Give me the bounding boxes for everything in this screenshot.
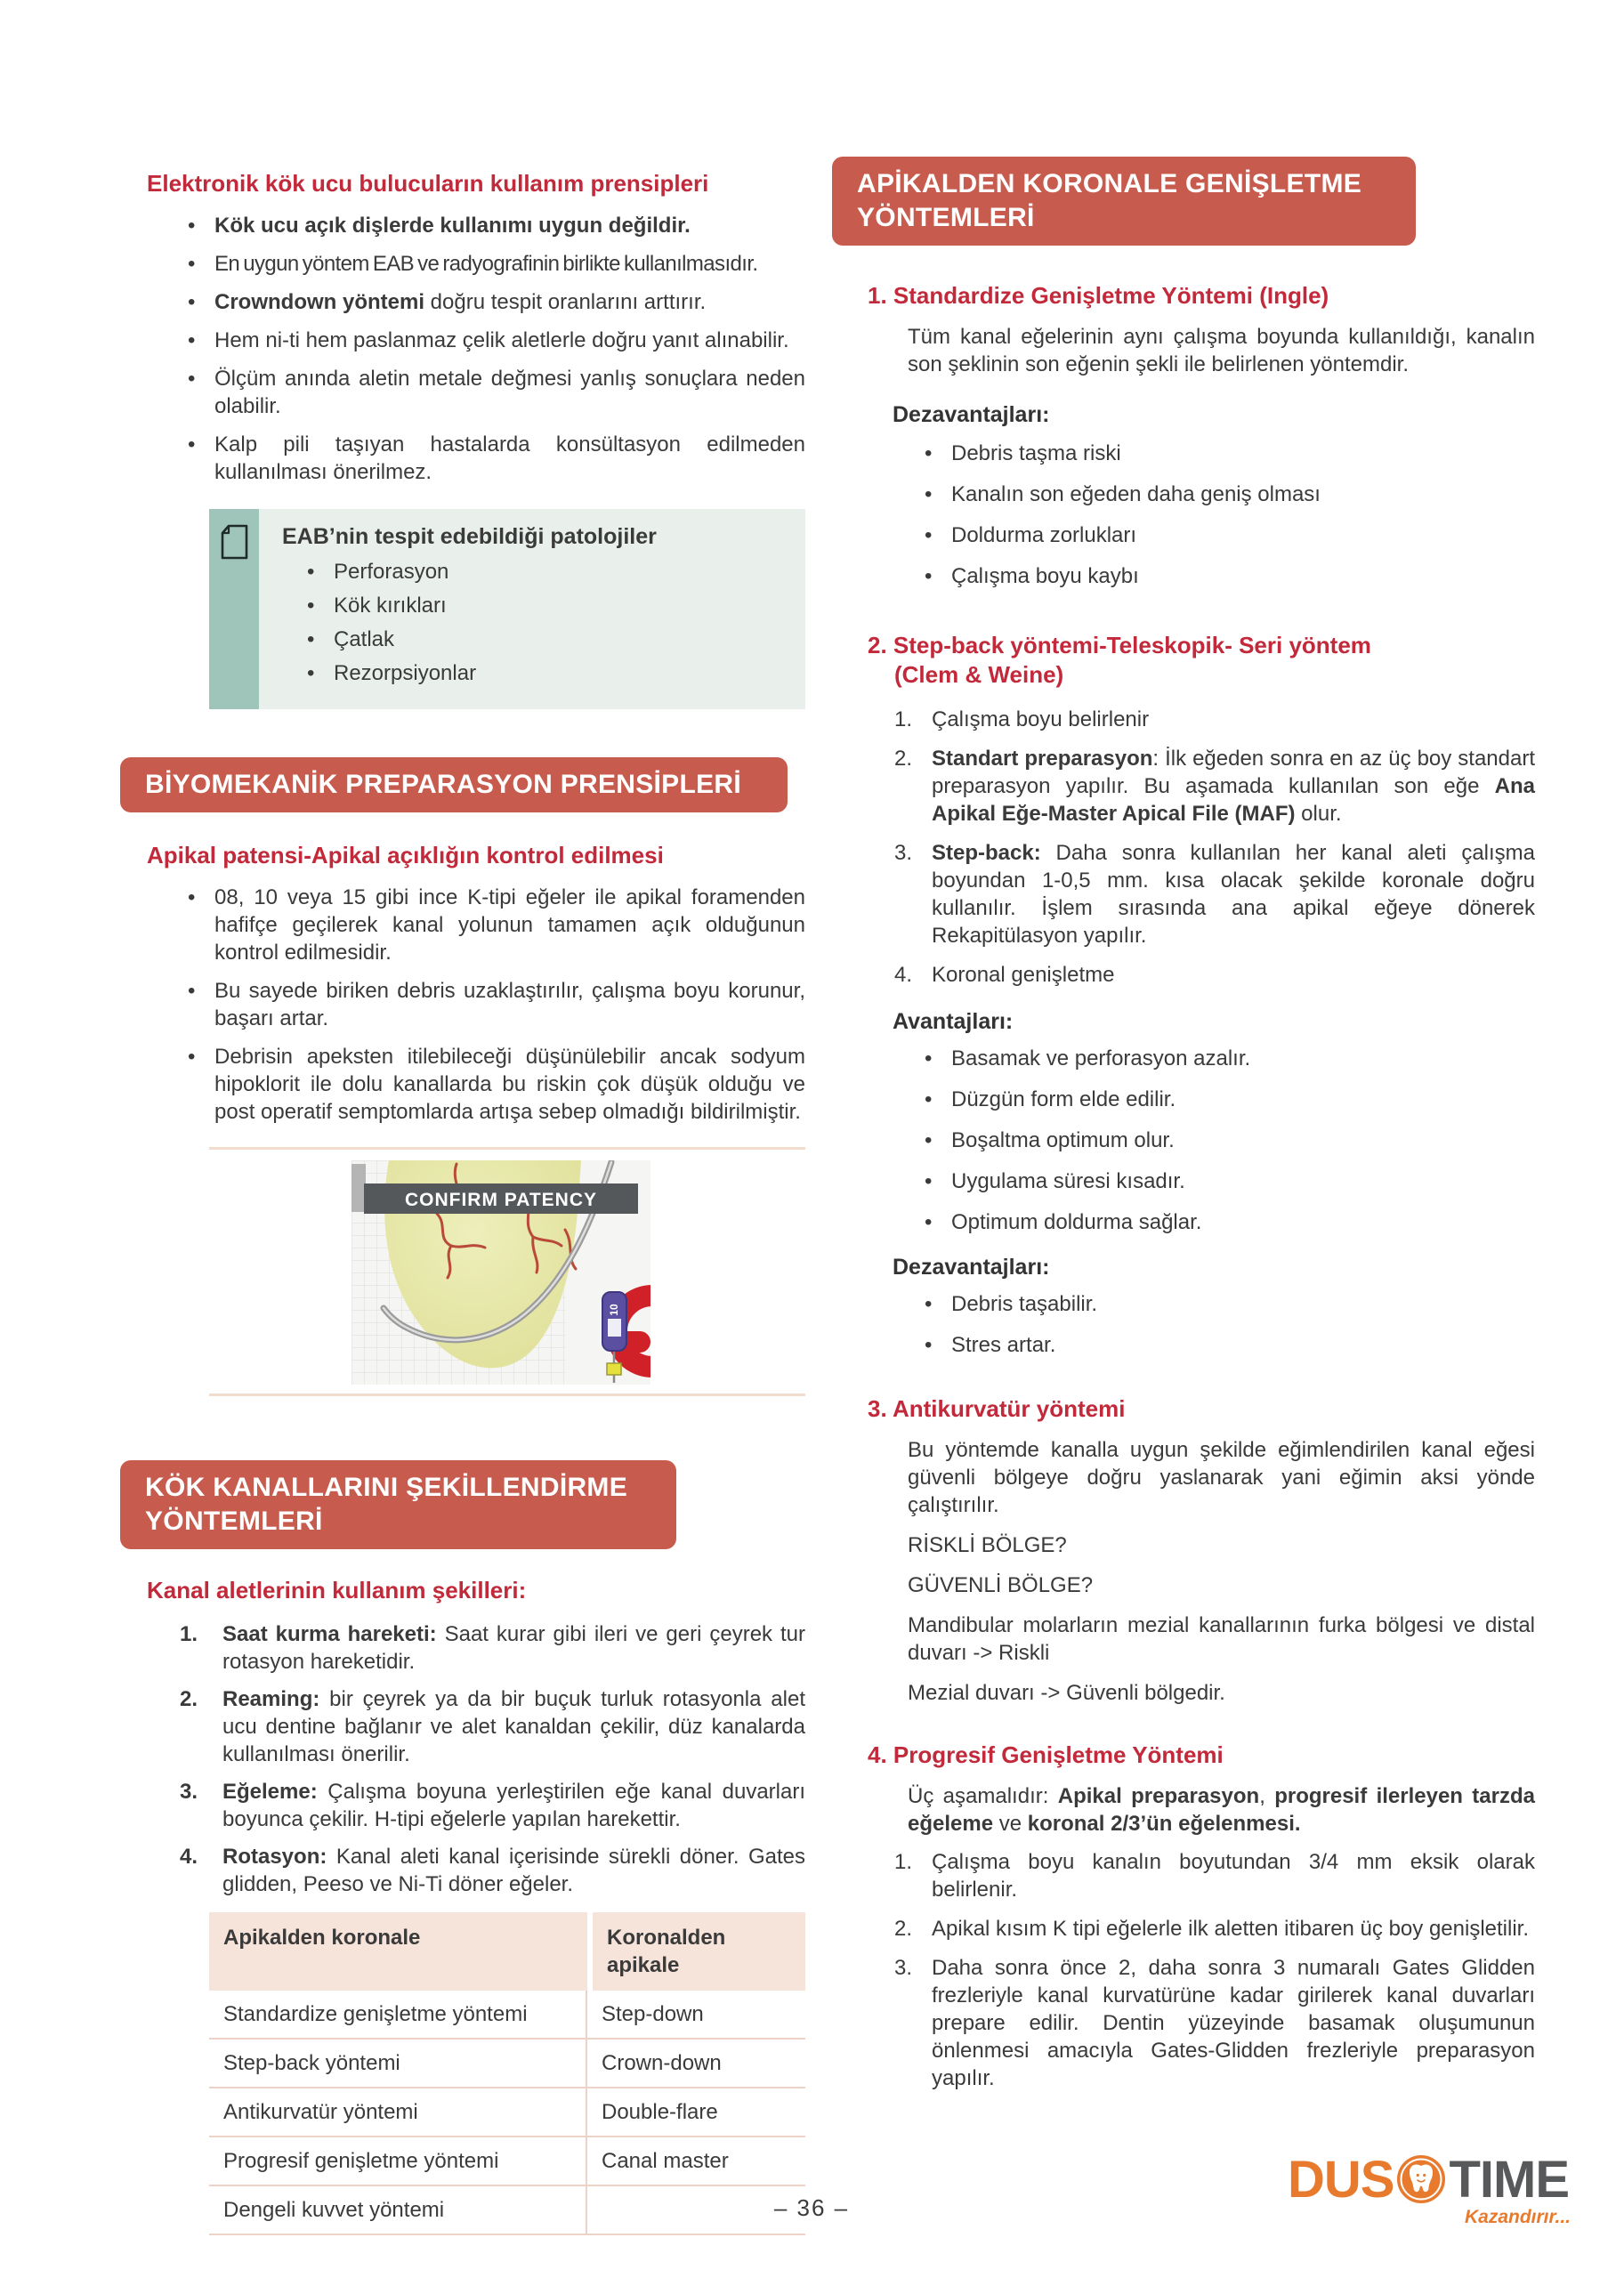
- disadvantage-item: • Çalışma boyu kaybı: [919, 562, 1535, 590]
- principle-item: • Kalp pili taşıyan hastalarda konsültasyon edilmeden kullanılması önerilmez.: [182, 431, 805, 486]
- pathology-item: • Perforasyon: [307, 558, 786, 586]
- principles-list: [93, 212, 805, 486]
- table-row: [209, 2088, 805, 2137]
- stepback-title-line2: (Clem & Weine): [894, 661, 1064, 688]
- text-segment: Kök ucu açık dişlerde kullanımı uygun değildir.: [214, 214, 691, 238]
- table-cell: Canal master: [602, 2149, 729, 2173]
- logo-text-time: TIME: [1449, 2150, 1570, 2209]
- table-row: [209, 2137, 805, 2186]
- patency-item: • Debrisin apeksten itilebileceği düşünülebilir ancak sodyum hipoklorit ile dolu kanallarda bu riskin çok düşük olduğu ve post operatif semptomlarda artışa sebep olmadığı bildirilmiştir.: [182, 1043, 805, 1126]
- motion-item: [178, 1620, 805, 1676]
- subheading-apical-patency: Apikal patensi-Apikal açıklığın kontrol edilmesi: [147, 842, 664, 868]
- disadvantages-label: Dezavantajları:: [893, 1255, 1050, 1280]
- patency-list: [93, 884, 805, 1126]
- table-cell: Step-down: [602, 2002, 704, 2026]
- disadvantages-label: Dezavantajları:: [893, 402, 1050, 427]
- table-row: [209, 2186, 805, 2235]
- eab-note-box: [209, 509, 805, 709]
- risky-zone-line: RİSKLİ BÖLGE?: [908, 1533, 1067, 1557]
- motion-item: [178, 1778, 805, 1833]
- advantage-item: • Boşaltma optimum olur.: [919, 1127, 1535, 1154]
- section-title-progressive: 4. Progresif Genişletme Yöntemi: [868, 1741, 1224, 1768]
- disadvantage-item: • Debris taşabilir.: [919, 1290, 1535, 1318]
- advantage-item: • Optimum doldurma sağlar.: [919, 1208, 1535, 1236]
- text-segment: Rotasyon:: [222, 1845, 327, 1869]
- text-segment: ve: [993, 1812, 1028, 1836]
- pathology-item: • Çatlak: [307, 626, 786, 653]
- note-box-title: EAB’nin tespit edebildiği patolojiler: [282, 524, 657, 549]
- progressive-steps-list: [832, 1848, 1535, 2092]
- disadvantage-item: • Kanalın son eğeden daha geniş olması: [919, 481, 1535, 508]
- risky-zone-detail: Mandibular molarların mezial kanallarının furka bölgesi ve distal duvarı -> Riskli: [908, 1613, 1535, 1665]
- text-segment: : İlk eğeden sonra en az üç boy standart preparasyon yapılır. Bu aşamada kullanılan son eğe: [932, 747, 1535, 798]
- motion-item: [178, 1843, 805, 1898]
- table-row: [209, 2040, 805, 2088]
- stepback-steps-list: [832, 706, 1535, 989]
- table-cell: Standardize genişletme yöntemi: [209, 1991, 587, 2038]
- text-segment: doğru tespit oranlarını arttırır.: [424, 290, 707, 314]
- pathology-item: • Kök kırıkları: [307, 592, 786, 619]
- safe-zone-detail: Mezial duvarı -> Güvenli bölgedir.: [908, 1681, 1225, 1705]
- patency-item: • Bu sayede biriken debris uzaklaştırılır, çalışma boyu korunur, başarı artar.: [182, 977, 805, 1032]
- text-segment: Saat kurma hareketi:: [222, 1622, 437, 1646]
- table-cell: Crown-down: [602, 2051, 722, 2075]
- anticurvature-paragraph: Bu yöntemde kanalla uygun şekilde eğimlendirilen kanal eğesi güvenli bölgeye doğru yaslanarak yani eğimin aksi yönde çalıştırılır.: [908, 1438, 1535, 1517]
- motion-item: [178, 1685, 805, 1768]
- section-heading-apex-locators: Elektronik kök ucu bulucuların kullanım prensipleri: [147, 170, 709, 197]
- text-segment: olur.: [1295, 802, 1342, 826]
- text-segment: Çalışma boyuna yerleştirilen eğe kanal duvarları boyunca çekilir. H-tipi eğelerle yapılan harekettir.: [222, 1780, 805, 1831]
- progressive-step: Daha sonra önce 2, daha sonra 3 numaralı Gates Glidden frezleriyle kanal kurvatürüne kadar girilerek kanal duvarları prepare edilir. Dentin yüzeyinde basamak oluşumunun önlenmesi amacıyla Gates-Glidden frezleriyle preparasyon yapılır.: [932, 1956, 1535, 2090]
- principle-item: • Ölçüm anında aletin metale değmesi yanlış sonuçlara neden olabilir.: [182, 365, 805, 420]
- left-column: [93, 0, 805, 2235]
- page-number: – 36 –: [773, 2194, 850, 2221]
- text-segment: Standart preparasyon: [932, 747, 1153, 771]
- tooth-icon: [1395, 2153, 1447, 2205]
- advantages-label: Avantajları:: [893, 1009, 1014, 1034]
- text-segment: Apikal preparasyon: [1057, 1784, 1260, 1808]
- principle-item: [182, 288, 805, 316]
- section-title-anticurvature: 3. Antikurvatür yöntemi: [868, 1395, 1126, 1422]
- principle-item: [182, 212, 805, 239]
- disadvantage-item: • Doldurma zorlukları: [919, 521, 1535, 549]
- disadvantage-item: • Debris taşma riski: [919, 440, 1535, 467]
- principle-item: • Hem ni-ti hem paslanmaz çelik aletlerle doğru yanıt alınabilir.: [182, 327, 805, 354]
- table-header-row: [209, 1912, 805, 1991]
- banner-apical-to-coronal-methods: APİKALDEN KORONALE GENİŞLETME YÖNTEMLERİ: [832, 157, 1416, 246]
- table-body: [209, 1991, 805, 2235]
- progressive-step: Apikal kısım K tipi eğelerle ilk aletten itibaren üç boy genişletilir.: [932, 1917, 1529, 1941]
- note-box-content: [259, 509, 805, 709]
- motions-list: [93, 1620, 805, 1898]
- separator-line: [209, 1147, 805, 1150]
- disadvantage-item: • Stres artar.: [919, 1331, 1535, 1359]
- table-cell: [587, 2186, 800, 2234]
- text-segment: koronal 2/3’ün eğelenmesi.: [1027, 1812, 1301, 1836]
- text-segment: Eğeleme:: [222, 1780, 318, 1804]
- table-header-apical-to-coronal: Apikalden koronale: [209, 1912, 587, 1991]
- subheading-instrument-motions: Kanal aletlerinin kullanım şekilleri:: [147, 1577, 527, 1603]
- stepback-advantages-list: [832, 1045, 1535, 1236]
- safe-zone-line: GÜVENLİ BÖLGE?: [908, 1573, 1094, 1597]
- logo-text-dus: DUS: [1288, 2150, 1394, 2209]
- table-cell: Dengeli kuvvet yöntemi: [209, 2186, 587, 2234]
- advantage-item: • Düzgün form elde edilir.: [919, 1086, 1535, 1113]
- stepback-step: Çalışma boyu belirlenir: [932, 707, 1150, 731]
- table-cell: Double-flare: [602, 2100, 718, 2124]
- text-segment: Reaming:: [222, 1687, 320, 1711]
- stepback-step: [893, 745, 1535, 828]
- methods-table: [209, 1912, 805, 2235]
- standardized-paragraph: Tüm kanal eğelerinin aynı çalışma boyunda kullanıldığı, kanalın son şeklinin son eğenin şekli ile belirlenen yöntemdir.: [908, 325, 1535, 376]
- file-size-label: 10: [608, 1304, 620, 1316]
- advantage-item: • Uygulama süresi kısadır.: [919, 1167, 1535, 1195]
- text-segment: Step-back:: [932, 841, 1041, 865]
- note-box-list: [282, 558, 786, 687]
- text-segment: Saat kurar gibi ileri ve geri çeyrek tur rotasyon hareketidir.: [222, 1622, 805, 1674]
- text-segment: ,: [1259, 1784, 1275, 1808]
- note-box-strip: [209, 509, 259, 709]
- progressive-step: Çalışma boyu kanalın boyutundan 3/4 mm eksik olarak belirlenir.: [932, 1850, 1535, 1902]
- advantage-item: • Basamak ve perforasyon azalır.: [919, 1045, 1535, 1072]
- pathology-item: • Rezorpsiyonlar: [307, 659, 786, 687]
- table-header-coronal-to-apical: Koronalden apikale: [593, 1912, 805, 1991]
- text-segment: Kanal aleti kanal içerisinde sürekli döner. Gates glidden, Peeso ve Ni-Ti döner eğeler.: [222, 1845, 805, 1896]
- standardized-disadvantages-list: [832, 440, 1535, 590]
- text-segment: Üç aşamalıdır:: [908, 1784, 1058, 1808]
- dustime-logo: [1288, 2150, 1571, 2227]
- text-segment: progresif ilerleyen tarzda eğeleme: [908, 1784, 1535, 1836]
- confirm-patency-figure: [351, 1160, 650, 1385]
- logo-tagline: Kazandırır...: [1464, 2207, 1571, 2227]
- principle-item: • En uygun yöntem EAB ve radyografinin birlikte kullanılmasıdır.: [182, 250, 805, 278]
- stepback-step: Koronal genişletme: [932, 963, 1115, 987]
- text-segment: Daha sonra kullanılan her kanal aleti çalışma boyundan 1-0,5 mm. kısa olacak şekilde koronale doğru kullanılır. İşlem sırasında ana apikal eğeye dönerek Rekapitülasyon yapılır.: [932, 841, 1535, 948]
- banner-canal-shaping-methods: KÖK KANALLARINI ŞEKİLLENDİRME YÖNTEMLERİ: [120, 1460, 676, 1549]
- patency-item: • 08, 10 veya 15 gibi ince K-tipi eğeler ile apikal foramenden hafifçe geçilerek kanal yolunun tamamen açık olduğunun kontrol edilmesidir.: [182, 884, 805, 966]
- text-segment: Ana Apikal Eğe-Master Apical File (MAF): [932, 774, 1535, 826]
- progressive-intro: [908, 1782, 1535, 1838]
- table-cell: Progresif genişletme yöntemi: [209, 2137, 587, 2185]
- section-title-stepback: [868, 631, 1535, 690]
- stepback-step: [893, 839, 1535, 949]
- separator-line: [209, 1393, 805, 1396]
- section-title-standardized: 1. Standardize Genişletme Yöntemi (Ingle): [868, 282, 1329, 309]
- figure-caption: CONFIRM PATENCY: [404, 1190, 598, 1210]
- document-icon: [216, 521, 252, 709]
- table-row: [209, 1991, 805, 2040]
- text-segment: Crowndown yöntemi: [214, 290, 424, 314]
- table-cell: Step-back yöntemi: [209, 2040, 587, 2087]
- stepback-disadvantages-list: [832, 1290, 1535, 1359]
- right-column: [832, 0, 1535, 2104]
- table-cell: Antikurvatür yöntemi: [209, 2088, 587, 2136]
- stepback-title-line1: 2. Step-back yöntemi-Teleskopik- Seri yöntem: [868, 632, 1371, 658]
- banner-biomechanical-preparation: BİYOMEKANİK PREPARASYON PRENSİPLERİ: [120, 757, 788, 812]
- text-segment: bir çeyrek ya da bir buçuk turluk rotasyonla alet ucu dentine bağlanır ve alet kanaldan çekilir, düz kanalarda kullanılması önerilir.: [222, 1687, 805, 1766]
